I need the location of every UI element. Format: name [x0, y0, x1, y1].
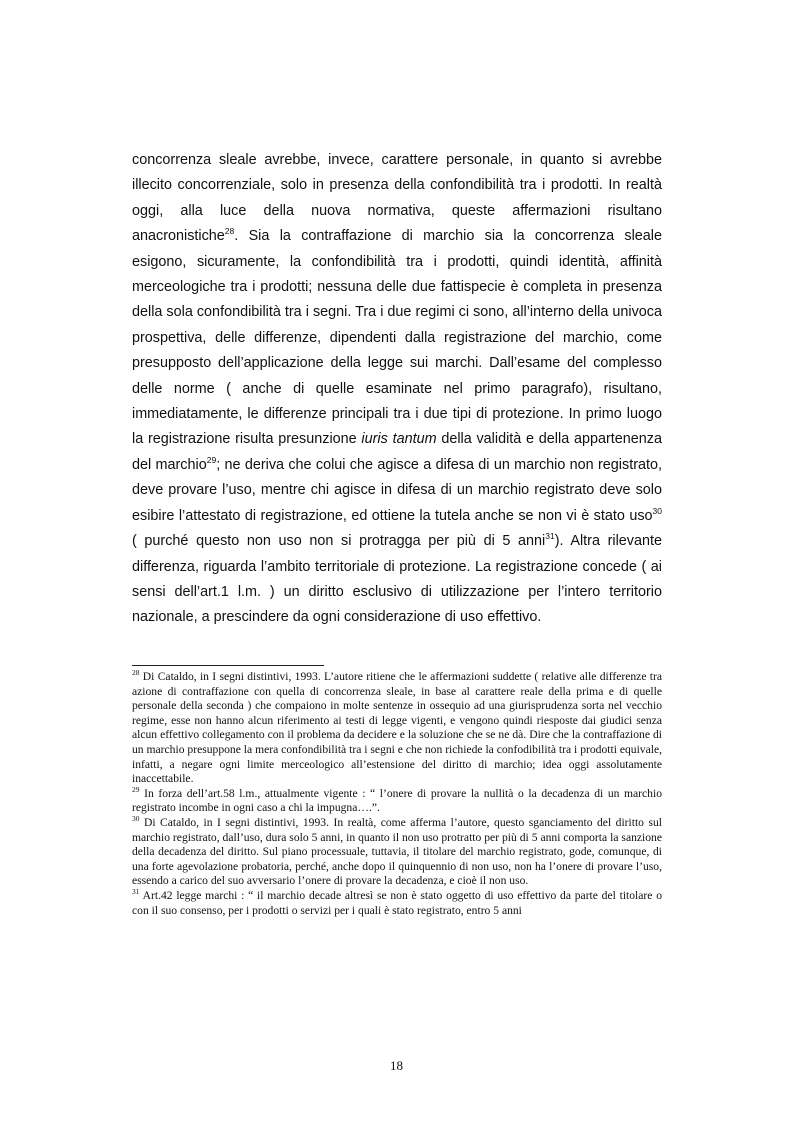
body-sentence: ( purché questo non uso non si protragga per più di 5 anni	[132, 533, 546, 550]
body-sentence: ; ne deriva che colui che agisce a difesa di un marchio non registrato, deve provare l’uso, mentre chi agisce in difesa di un marchio registrato deve solo esibire l’attestato di registrazione, ed ottiene la tutela anche se non vi è stato uso	[132, 456, 662, 524]
footnote-number: 29	[132, 784, 140, 794]
body-sentence: della validità e della appartenenza del marchio	[132, 431, 662, 473]
footnote-31	[132, 889, 662, 918]
body-sentence: concorrenza sleale avrebbe, invece, carattere personale, in quanto si avrebbe illecito concorrenziale, solo in presenza della confondibilità tra i prodotti. In realtà oggi, alla luce della nuova normativa, queste affermazioni risultano anacronistiche	[132, 152, 662, 245]
footnote-text: In forza dell’art.58 l.m., attualmente vigente : “ l’onere di provare la nullità o la decadenza di un marchio registrato incombe in ogni caso a chi la impugna….”.	[132, 786, 662, 815]
footnote-number: 31	[132, 887, 140, 897]
footnote-30	[132, 816, 662, 889]
footnote-number: 30	[132, 814, 140, 824]
body-paragraph	[132, 148, 662, 631]
footnote-separator	[132, 665, 324, 666]
footnote-text: Di Cataldo, in I segni distintivi, 1993. L’autore ritiene che le affermazioni suddette ( relative alle differenze tra azione di contraffazione con quella di concorrenza sleale, in base al carattere reale della prima e di quelle personale della seconda ) che compaiono in molte sentenze in ossequio ad una giurisprudenza sorta nel vecchio regime, esse non hanno alcun riferimento ai testi di legge vigenti, e vengono quindi riesposte dai giudici senza alcun effettivo collegamento con il problema da decidere e la soluzione che se ne dà. Dire che la contraffazione di un marchio presuppone la mera confondibilità tra i segni e che non richiede la confodibilità tra i prodotti equivale, infatti, a negare ogni limite merceologico all’estensione del diritto di marchio; idea oggi assolutamente inaccettabile.	[132, 670, 662, 786]
page-number: 18	[390, 1058, 403, 1073]
footnote-text: Di Cataldo, in I segni distintivi, 1993. In realtà, come afferma l’autore, questo sganciamento del diritto sul marchio registrato, dall’uso, dura solo 5 anni, in quanto il non uso protratto per più di 5 anni comporta la sanzione della decadenza del diritto. Sul piano processuale, tuttavia, il titolare del marchio registrato, gode, comunque, di una forte agevolazione probatoria, perché, anche dopo il quinquennio di non uso, non ha l’onere di provare l’uso, essendo a carico del suo avversario l’onere di provare la decadenza, e cioè il non uso.	[132, 815, 662, 888]
footnote-ref-30: 30	[652, 505, 662, 516]
footnote-number: 28	[132, 668, 140, 678]
body-text	[132, 148, 662, 631]
italic-term: iuris tantum	[361, 431, 437, 448]
footnote-text: Art.42 legge marchi : “ il marchio decade altresì se non è stato oggetto di uso effettivo da parte del titolare o con il suo consenso, per i prodotti o servizi per i quali è stato registrato, entro 5 anni	[132, 888, 662, 917]
footnote-ref-31: 31	[545, 531, 555, 542]
footnote-ref-28: 28	[224, 226, 235, 237]
footnote-ref-29: 29	[206, 455, 217, 466]
footnotes	[132, 670, 662, 918]
body-sentence: . Sia la contraffazione di marchio sia la concorrenza sleale esigono, sicuramente, la confondibilità tra i prodotti, quindi identità, affinità merceologiche tra i prodotti; nessuna delle due fattispecie è completa in presenza della sola confondibilità tra i segni. Tra i due regimi ci sono, all’interno della univoca prospettiva, delle differenze, dipendenti dalla registrazione del marchio, come presupposto dell’applicazione della legge sui marchi. Dall’esame del complesso delle norme ( anche di quelle esaminate nel primo paragrafo), risultano, immediatamente, le differenze principali tra i due tipi di protezione. In primo luogo la registrazione risulta presunzione	[132, 228, 662, 448]
body-sentence: ). Altra rilevante differenza, riguarda l’ambito territoriale di protezione. La registrazione concede ( ai sensi dell’art.1 l.m. ) un diritto esclusivo di utilizzazione per l’intero territorio nazionale, a prescindere da ogni considerazione di uso effettivo.	[132, 533, 662, 626]
footnote-28	[132, 670, 662, 787]
footnote-29	[132, 784, 662, 816]
